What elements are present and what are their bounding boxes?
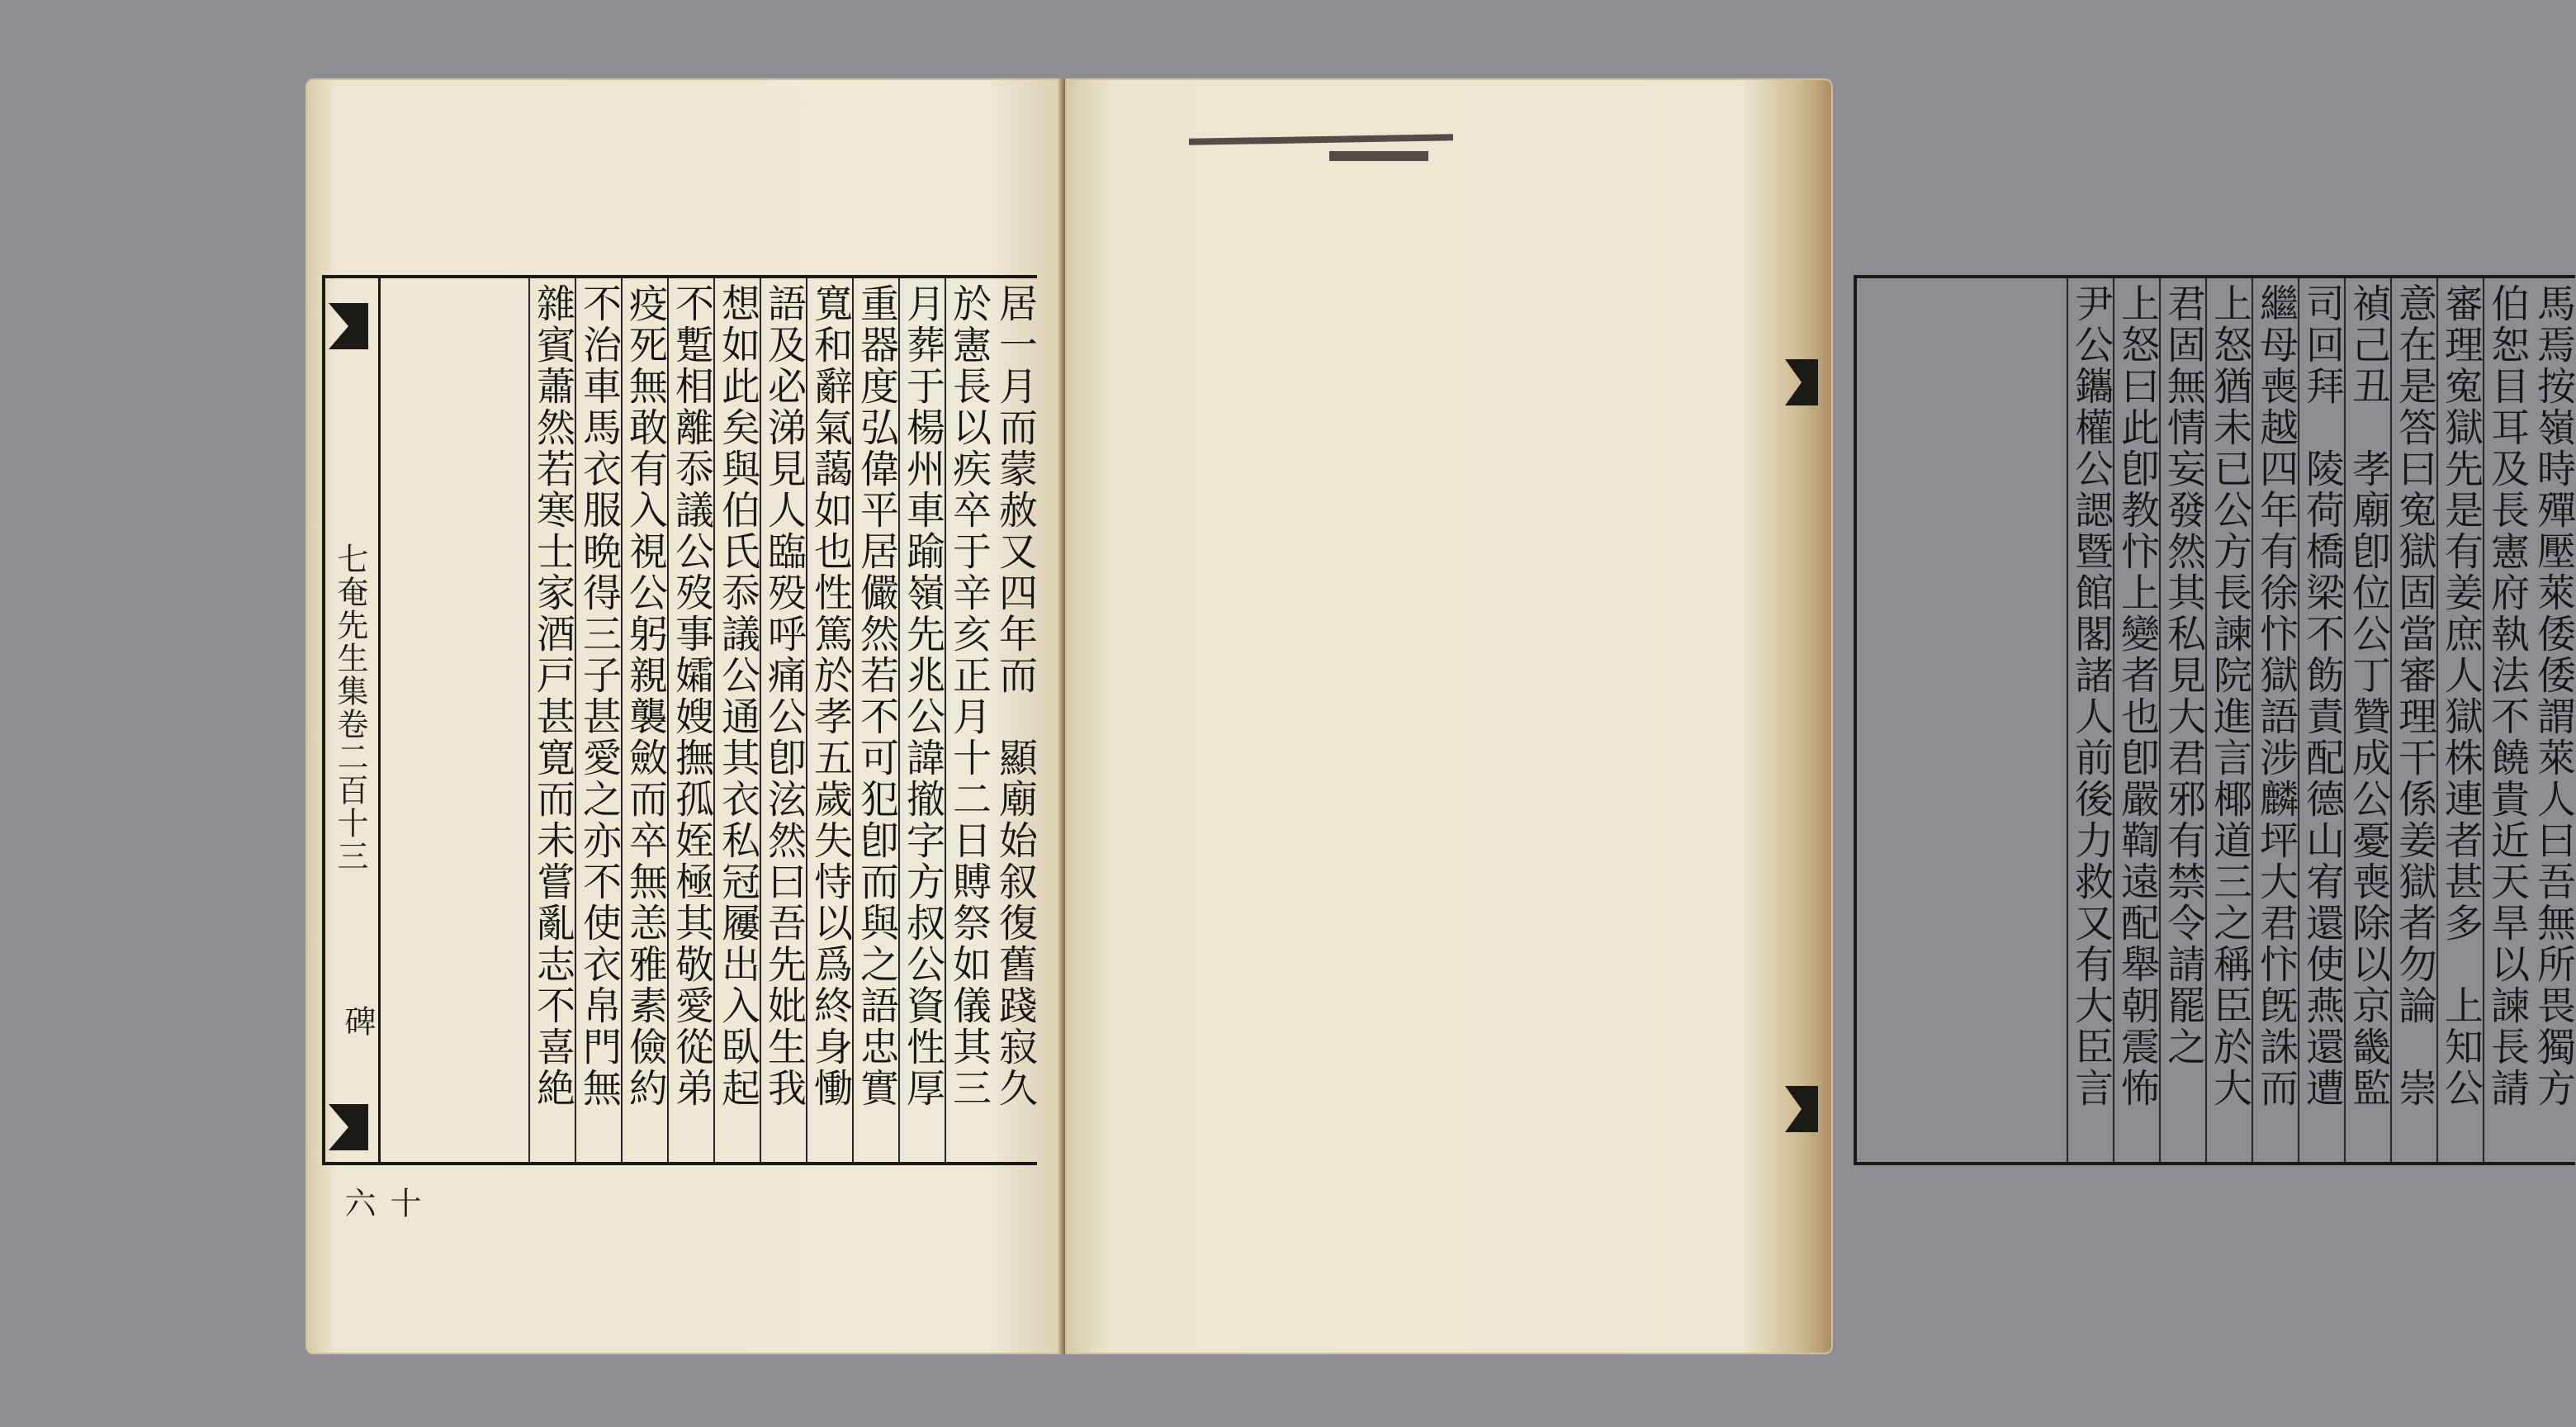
edge-mark-bottom — [1785, 1086, 1818, 1132]
text-column: 禎己丑 孝廟卽位公丁贊成公憂喪除以京畿監 — [2344, 278, 2390, 1162]
text-column: 疫死無敢有入視公躬親襲斂而卒無恙雅素儉約 — [621, 278, 667, 1162]
text-column: 君固無情妄發然其私見大君邪有禁令請罷之 — [2159, 278, 2205, 1162]
open-book — [305, 78, 2576, 1354]
text-column: 於憲長以疾卒于辛亥正月十二日賻祭如儀其三 — [945, 278, 991, 1162]
text-column: 尹公鑴權公諰暨館閣諸人前後力救又有大臣言 — [2067, 278, 2113, 1162]
text-column: 上怒猶未已公方長諫院進言椰道三之稱臣於大 — [2205, 278, 2252, 1162]
text-column: 馬焉按嶺時殫壓萊倭倭謂萊人曰吾無所畏獨方 — [2531, 283, 2576, 1109]
edge-mark-top — [1785, 359, 1818, 405]
text-column: 雜賓蕭然若寒士家酒戸甚寛而未嘗亂志不喜絶 — [528, 278, 575, 1162]
fish-tail-mark-top — [329, 303, 368, 349]
margin-page-number: 十六 — [339, 1187, 421, 1218]
center-margin-column — [325, 278, 421, 1218]
right-page — [1065, 78, 2576, 1354]
text-column: 不治車馬衣服晩得三子甚愛之亦不使衣帛門無 — [575, 278, 621, 1162]
left-page — [305, 78, 1065, 1354]
text-column: 不蹔相離忝議公歿事孀嫂撫孤姪極其敬愛從弟 — [667, 278, 713, 1162]
text-column: 司回拜 陵荷橋梁不飭責配德山宥還使燕還遭 — [2298, 278, 2344, 1162]
left-page-frame — [322, 275, 1038, 1218]
text-column: 審理寃獄先是有姜庶人獄株連者甚多 上知公 — [2436, 278, 2483, 1162]
text-column: 重器度弘偉平居儼然若不可犯卽而與之語忠實 — [852, 278, 898, 1162]
text-column: 月葬于楊州車踰嶺先兆公諱撤字方叔公資性厚 — [898, 278, 945, 1162]
text-column: 想如此矣與伯氏忝議公通其衣私冠屨出入臥起 — [713, 278, 760, 1162]
text-column: 上怒曰此卽教忭上變者也卽嚴鞫遠配舉朝震怖 — [2113, 278, 2159, 1162]
text-column: 語及必涕見人臨殁呼痛公卽泫然曰吾先妣生我 — [760, 278, 806, 1162]
ink-smudge — [1329, 151, 1428, 161]
margin-section: 碑 — [339, 1005, 376, 1036]
text-column: 繼母喪越四年有徐忭獄語涉麟坪大君忭旣誅而 — [2252, 278, 2298, 1162]
text-column: 居一月而蒙赦又四年而 顯廟始叙復舊踐寂久 — [992, 283, 1038, 1109]
right-page-frame — [1854, 275, 2575, 1165]
ink-smudge — [1189, 134, 1453, 145]
fish-tail-mark-bottom — [329, 1104, 368, 1150]
right-text-columns — [1857, 278, 2575, 1162]
text-column: 寬和辭氣藹如也性篤於孝五歲失恃以爲終身慟 — [806, 278, 852, 1162]
text-column: 伯恕目耳及長憲府執法不饒貴近天旱以諫長請 — [2483, 278, 2529, 1162]
margin-title: 七奄先生集卷二百十三 — [332, 543, 368, 873]
left-text-columns — [381, 278, 1037, 1162]
text-column: 意在是答曰寃獄固當審理干係姜獄者勿論 崇 — [2390, 278, 2436, 1162]
